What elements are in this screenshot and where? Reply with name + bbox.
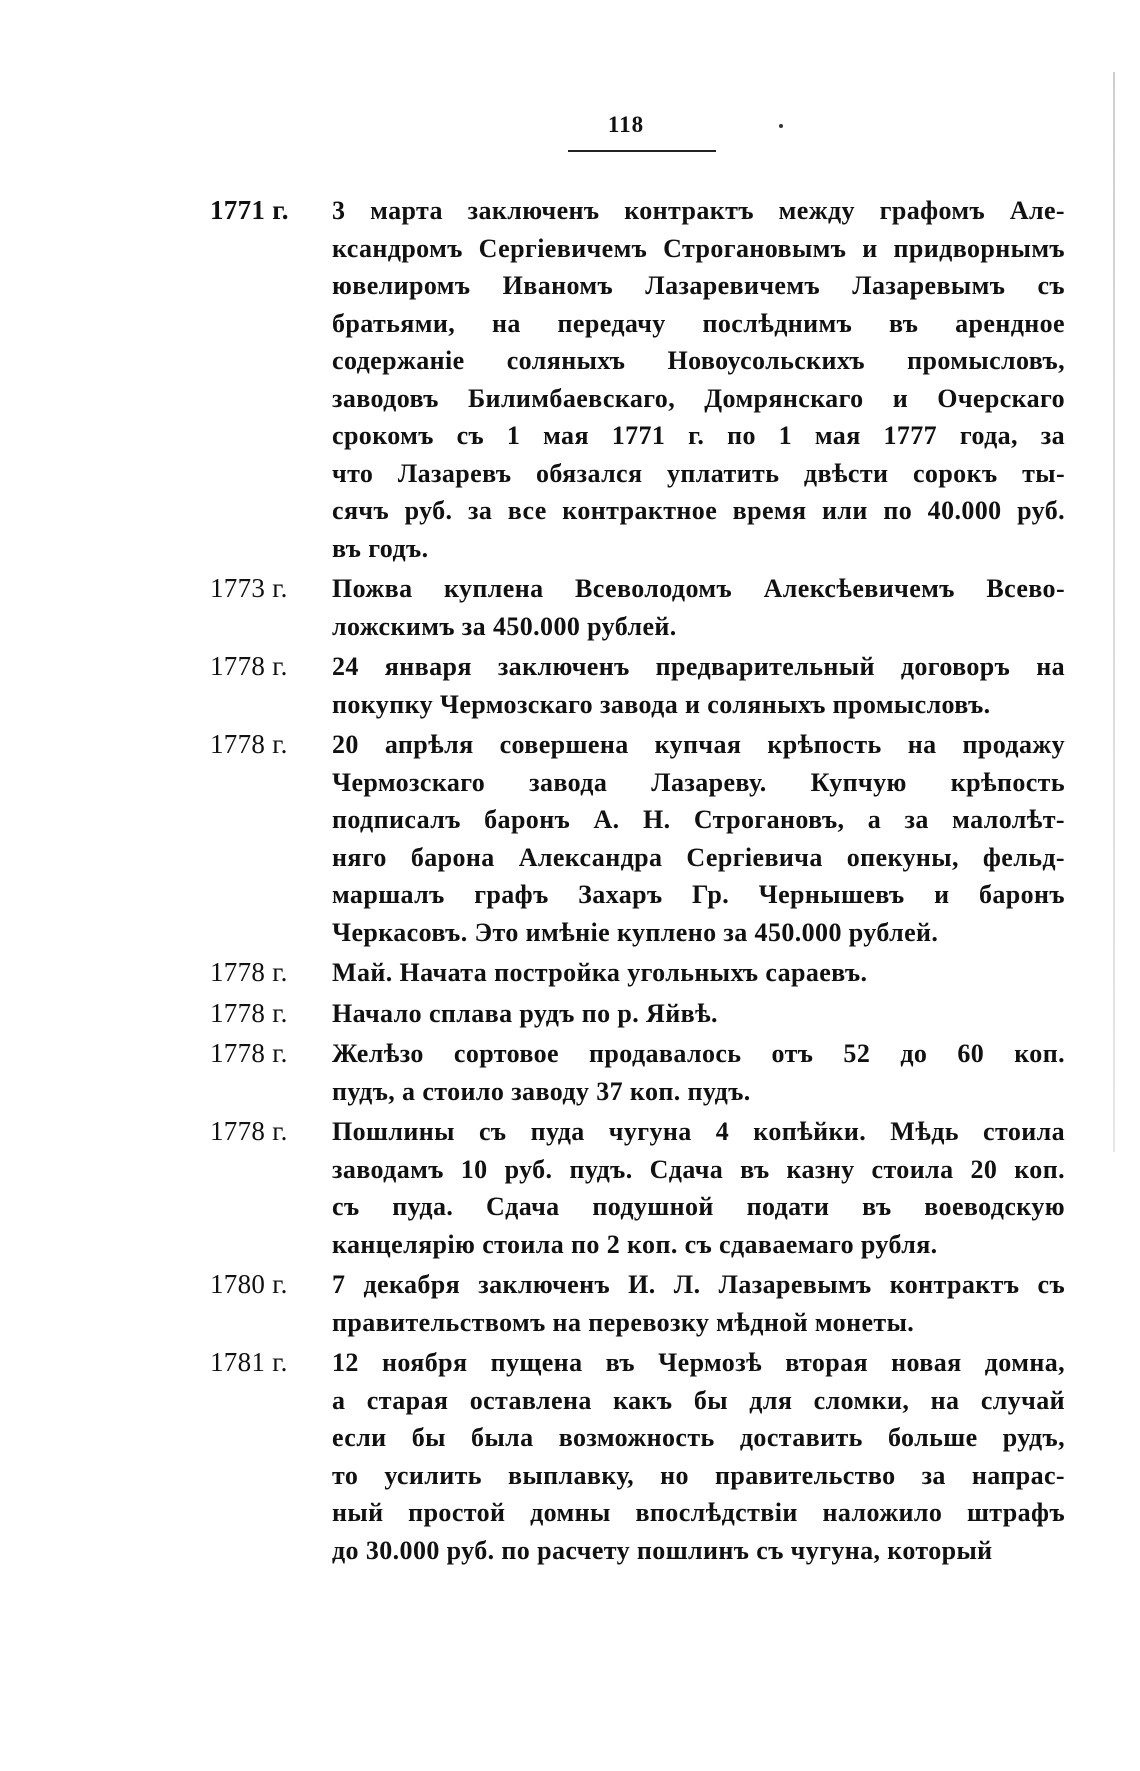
print-speck <box>779 124 783 128</box>
entry-text-line: ный простой домны впослѣдствіи наложило штрафъ <box>332 1498 1065 1527</box>
entry-text-line: 7 декабря заключенъ И. Л. Лазаревымъ контрактъ съ <box>332 1270 1065 1299</box>
entry-text-line: ложскимъ за 450.000 рублей. <box>332 611 677 641</box>
entry-text-line: въ годъ. <box>332 533 429 563</box>
entry-text-line: а старая оставлена какъ бы для сломки, на случай <box>332 1385 1065 1415</box>
page-number-rule <box>568 150 716 152</box>
entry-text-line: Желѣзо сортовое продавалось отъ 52 до 60 коп. <box>332 1039 1065 1068</box>
entry-text-line: заводамъ 10 руб. пудъ. Сдача въ казну стоила 20 коп. <box>332 1154 1065 1184</box>
entry-text-line: 24 января заключенъ предварительный договоръ на <box>332 652 1065 681</box>
entry-text-line: то усилить выплавку, но правительство за напрас- <box>332 1460 1065 1490</box>
chronicle-entry <box>210 995 1065 1033</box>
entry-text-line: подписалъ баронъ А. Н. Строгановъ, а за малолѣт- <box>332 805 1065 834</box>
entry-text-line: няго барона Александра Сергіевича опекуны, фельд- <box>332 842 1065 872</box>
entry-year: 1778 г. <box>210 651 288 681</box>
entry-text-line: покупку Чермозскаго завода и соляныхъ промысловъ. <box>332 689 991 719</box>
entry-year: 1781 г. <box>210 1347 288 1377</box>
entry-text <box>332 1113 1065 1263</box>
entry-text-line: срокомъ съ 1 мая 1771 г. по 1 мая 1777 года, за <box>332 421 1065 450</box>
entry-text-line: съ пуда. Сдача подушной подати въ воеводскую <box>332 1192 1065 1221</box>
entry-text-line: Черкасовъ. Это имѣніе куплено за 450.000 рублей. <box>332 917 939 947</box>
entry-year: 1778 г. <box>210 997 288 1028</box>
entry-text <box>332 1035 1065 1110</box>
entry-text-line: что Лазаревъ обязался уплатить двѣсти сорокъ ты- <box>332 458 1065 488</box>
entry-text-line: пудъ, а стоило заводу 37 коп. пудъ. <box>332 1076 751 1106</box>
entry-text <box>332 1344 1065 1569</box>
entry-year: 1778 г. <box>210 957 288 987</box>
entry-text-line: содержаніе соляныхъ Новоусольскихъ промысловъ, <box>332 346 1065 375</box>
entry-text <box>332 954 1065 992</box>
entry-text <box>332 192 1065 567</box>
entry-text-line: маршалъ графъ Захаръ Гр. Чернышевъ и баронъ <box>332 880 1065 909</box>
entry-text-line: Чермозскаго завода Лазареву. Купчую крѣпость <box>332 767 1065 797</box>
page-number: 118 <box>607 112 645 137</box>
entry-text-line: Май. Начата постройка угольныхъ сараевъ. <box>332 958 868 987</box>
entry-text-line: братьями, на передачу послѣднимъ въ арендное <box>332 308 1065 338</box>
entry-text <box>332 570 1065 645</box>
entry-year: 1778 г. <box>210 1038 288 1068</box>
entry-text <box>332 1266 1065 1341</box>
entry-year: 1773 г. <box>210 573 288 603</box>
entry-text-line: канцелярію стоила по 2 коп. съ сдаваемаго рубля. <box>332 1229 938 1259</box>
entry-text-line: если бы была возможность доставить больше рудъ, <box>332 1423 1065 1452</box>
chronicle-entry <box>210 648 1065 723</box>
entry-text-line: правительствомъ на перевозку мѣдной монеты. <box>332 1307 915 1337</box>
chronicle-entry <box>210 1113 1065 1263</box>
chronicle-entry <box>210 1266 1065 1341</box>
entry-text-line: заводовъ Билимбаевскаго, Домрянскаго и Очерскаго <box>332 383 1065 413</box>
entry-text-line: до 30.000 руб. по расчету пошлинъ съ чугуна, который <box>332 1535 993 1565</box>
chronicle-entries <box>210 192 1065 1572</box>
entry-year: 1778 г. <box>210 1116 288 1146</box>
entry-text-line: 3 марта заключенъ контрактъ между графомъ Але- <box>332 196 1065 225</box>
entry-text-line: сячъ руб. за все контрактное время или по 40.000 руб. <box>332 496 1065 525</box>
entry-text <box>332 995 1065 1033</box>
entry-year: 1771 г. <box>210 195 289 225</box>
entry-year: 1778 г. <box>210 729 288 759</box>
entry-text-line: 20 апрѣля совершена купчая крѣпость на продажу <box>332 730 1065 759</box>
entry-text-line: Пожва куплена Всеволодомъ Алексѣевичемъ Всево- <box>332 574 1065 603</box>
entry-text-line: ксандромъ Сергіевичемъ Строгановымъ и придворнымъ <box>332 233 1065 263</box>
chronicle-entry <box>210 726 1065 951</box>
entry-text-line: Начало сплава рудъ по р. Яйвѣ. <box>332 998 718 1028</box>
entry-text-line: ювелиромъ Иваномъ Лазаревичемъ Лазаревымъ съ <box>332 271 1065 300</box>
chronicle-entry <box>210 1344 1065 1569</box>
entry-text <box>332 726 1065 951</box>
entry-year: 1780 г. <box>210 1269 288 1299</box>
entry-text-line: 12 ноября пущена въ Чермозѣ вторая новая домна, <box>332 1348 1065 1377</box>
entry-text <box>332 648 1065 723</box>
page-edge-rule <box>1113 72 1115 1152</box>
chronicle-entry <box>210 192 1065 567</box>
entry-text-line: Пошлины съ пуда чугуна 4 копѣйки. Мѣдь стоила <box>332 1117 1065 1146</box>
chronicle-entry <box>210 1035 1065 1110</box>
chronicle-entry <box>210 570 1065 645</box>
chronicle-entry <box>210 954 1065 992</box>
